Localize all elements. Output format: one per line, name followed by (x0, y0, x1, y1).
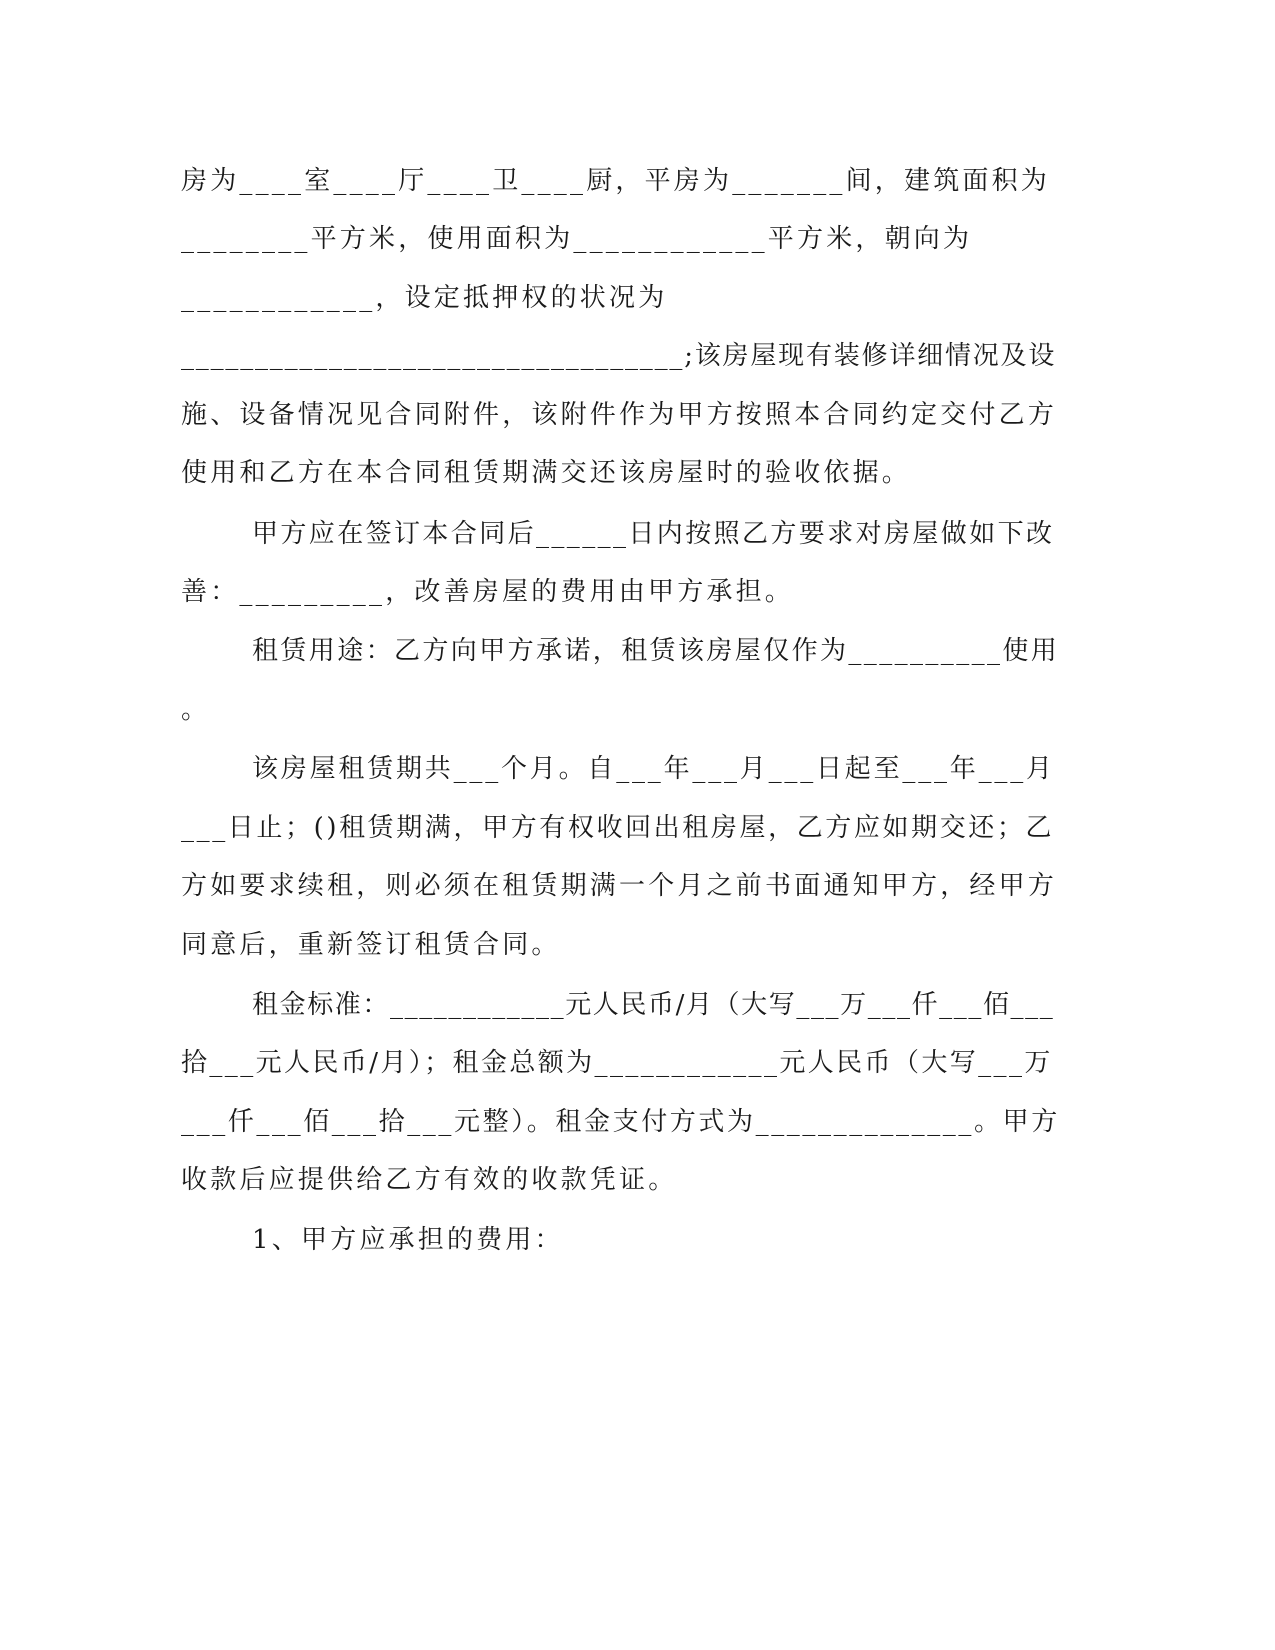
text-line-19: 1、甲方应承担的费用： (252, 1225, 564, 1255)
text-line-13: 方如要求续租，则必须在租赁期满一个月之前书面通知甲方，经甲方 (181, 871, 1058, 901)
text-line-9: 租赁用途：乙方向甲方承诺，租赁该房屋仅作为__________使用 (252, 636, 1060, 666)
text-line-5: 施、设备情况见合同附件，该附件作为甲方按照本合同约定交付乙方 (181, 400, 1058, 430)
text-line-16: 拾___元人民币/月）；租金总额为____________元人民币（大写___万 (181, 1048, 1053, 1078)
text-line-7: 甲方应在签订本合同后______日内按照乙方要求对房屋做如下改 (252, 519, 1055, 549)
text-line-2: ________平方米，使用面积为____________平方米，朝向为 (181, 224, 973, 254)
text-line-11: 该房屋租赁期共___个月。自___年___月___日起至___年___月 (252, 754, 1055, 784)
text-line-10: 。 (181, 695, 211, 725)
text-line-18: 收款后应提供给乙方有效的收款凭证。 (181, 1165, 678, 1195)
text-line-6: 使用和乙方在本合同租赁期满交还该房屋时的验收依据。 (181, 458, 912, 488)
text-line-4: __________________________________;该房屋现有装修详细情况及设 (181, 341, 1057, 371)
text-line-1: 房为____室____厅____卫____厨，平房为_______间，建筑面积为 (181, 166, 1051, 196)
text-line-17: ___仟___佰___拾___元整）。租金支付方式为______________。甲方 (181, 1107, 1060, 1137)
text-line-3: ____________，设定抵押权的状况为 (181, 283, 668, 313)
text-line-14: 同意后，重新签订租赁合同。 (181, 930, 561, 960)
text-line-8: 善：_________，改善房屋的费用由甲方承担。 (181, 577, 795, 607)
text-line-12: ___日止；()租赁期满，甲方有权收回出租房屋，乙方应如期交还；乙 (181, 813, 1055, 843)
text-line-15: 租金标准：____________元人民币/月（大写___万___仟___佰___ (252, 990, 1055, 1020)
